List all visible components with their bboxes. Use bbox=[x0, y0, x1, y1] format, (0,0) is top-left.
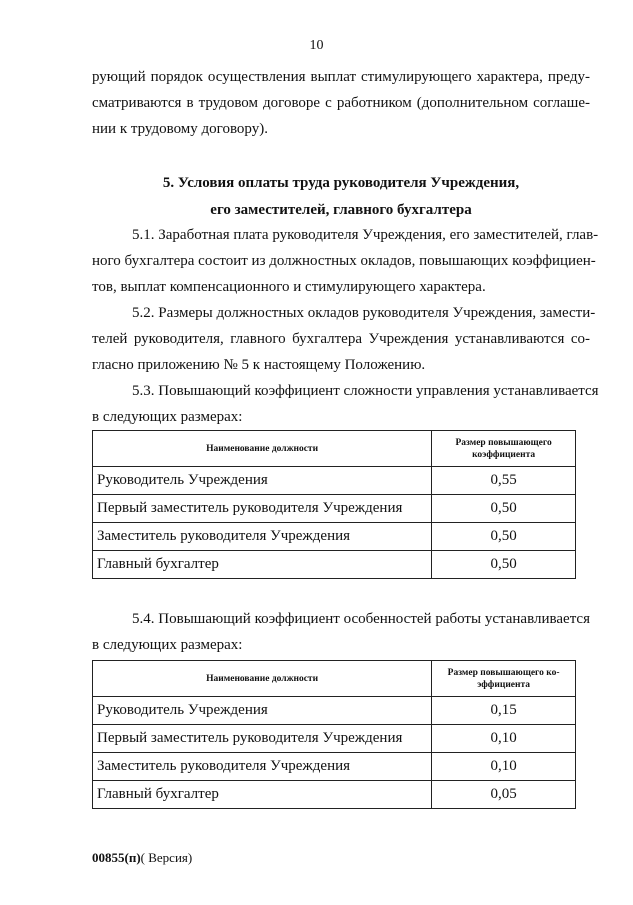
table-row bbox=[93, 753, 576, 781]
section-heading bbox=[92, 170, 590, 224]
paragraph-5-4 bbox=[92, 606, 590, 658]
document-version: ( Версия) bbox=[140, 850, 193, 865]
table-header-row bbox=[93, 431, 576, 467]
text-line: тов, выплат компенсационного и стимулирующего характера. bbox=[92, 279, 486, 295]
document-footer bbox=[92, 850, 192, 866]
position-name: Главный бухгалтер bbox=[93, 781, 432, 809]
coefficient-value: 0,50 bbox=[432, 495, 576, 523]
text-line: в следующих размерах: bbox=[92, 409, 243, 425]
table-row bbox=[93, 725, 576, 753]
text-line: 5.3. Повышающий коэффициент сложности управления устанавливается bbox=[132, 383, 599, 399]
coefficient-value: 0,10 bbox=[432, 725, 576, 753]
section-title-line: 5. Условия оплаты труда руководителя Учреждения, bbox=[162, 175, 520, 191]
position-name: Заместитель руководителя Учреждения bbox=[93, 523, 432, 551]
table-row bbox=[93, 467, 576, 495]
intro-paragraph bbox=[92, 64, 590, 142]
text-line: сматриваются в трудовом договоре с работником (дополнительном соглаше- bbox=[92, 95, 590, 111]
coefficient-value: 0,50 bbox=[432, 523, 576, 551]
coefficient-value: 0,55 bbox=[432, 467, 576, 495]
table-row bbox=[93, 495, 576, 523]
header-coefficient: Размер повышающего коэффициента bbox=[432, 431, 576, 467]
text-line: 5.1. Заработная плата руководителя Учреждения, его заместителей, глав- bbox=[132, 227, 599, 243]
paragraph-5-3 bbox=[92, 378, 599, 430]
page-number: 10 bbox=[309, 38, 324, 53]
position-name: Руководитель Учреждения bbox=[93, 697, 432, 725]
section-title-line: его заместителей, главного бухгалтера bbox=[210, 202, 472, 218]
position-name: Первый заместитель руководителя Учреждения bbox=[93, 725, 432, 753]
paragraph-5-2 bbox=[92, 300, 596, 378]
text-line: телей руководителя, главного бухгалтера Учреждения устанавливаются со- bbox=[92, 331, 590, 347]
table-header-row bbox=[93, 661, 576, 697]
position-name: Заместитель руководителя Учреждения bbox=[93, 753, 432, 781]
text-line: ного бухгалтера состоит из должностных окладов, повышающих коэффициен- bbox=[92, 253, 596, 269]
coefficient-value: 0,10 bbox=[432, 753, 576, 781]
text-line: в следующих размерах: bbox=[92, 637, 243, 653]
text-line: нии к трудовому договору). bbox=[92, 121, 268, 137]
text-line: гласно приложению № 5 к настоящему Положению. bbox=[92, 357, 426, 373]
coefficient-value: 0,50 bbox=[432, 551, 576, 579]
header-position-name: Наименование должности bbox=[93, 431, 432, 467]
position-name: Главный бухгалтер bbox=[93, 551, 432, 579]
coefficient-table-complexity bbox=[92, 430, 576, 579]
paragraph-5-1 bbox=[92, 222, 599, 300]
position-name: Руководитель Учреждения bbox=[93, 467, 432, 495]
text-line: 5.2. Размеры должностных окладов руководителя Учреждения, замести- bbox=[132, 305, 596, 321]
header-coefficient: Размер повышающего ко-эффициента bbox=[432, 661, 576, 697]
position-name: Первый заместитель руководителя Учреждения bbox=[93, 495, 432, 523]
header-position-name: Наименование должности bbox=[93, 661, 432, 697]
table-row bbox=[93, 551, 576, 579]
document-code: 00855(п) bbox=[92, 850, 141, 865]
text-line: рующий порядок осуществления выплат стимулирующего характера, преду- bbox=[92, 69, 590, 85]
table-row bbox=[93, 781, 576, 809]
table-row bbox=[93, 697, 576, 725]
text-line: 5.4. Повышающий коэффициент особенностей работы устанавливается bbox=[132, 611, 590, 627]
table-row bbox=[93, 523, 576, 551]
coefficient-table-work-features bbox=[92, 660, 576, 809]
coefficient-value: 0,15 bbox=[432, 697, 576, 725]
coefficient-value: 0,05 bbox=[432, 781, 576, 809]
